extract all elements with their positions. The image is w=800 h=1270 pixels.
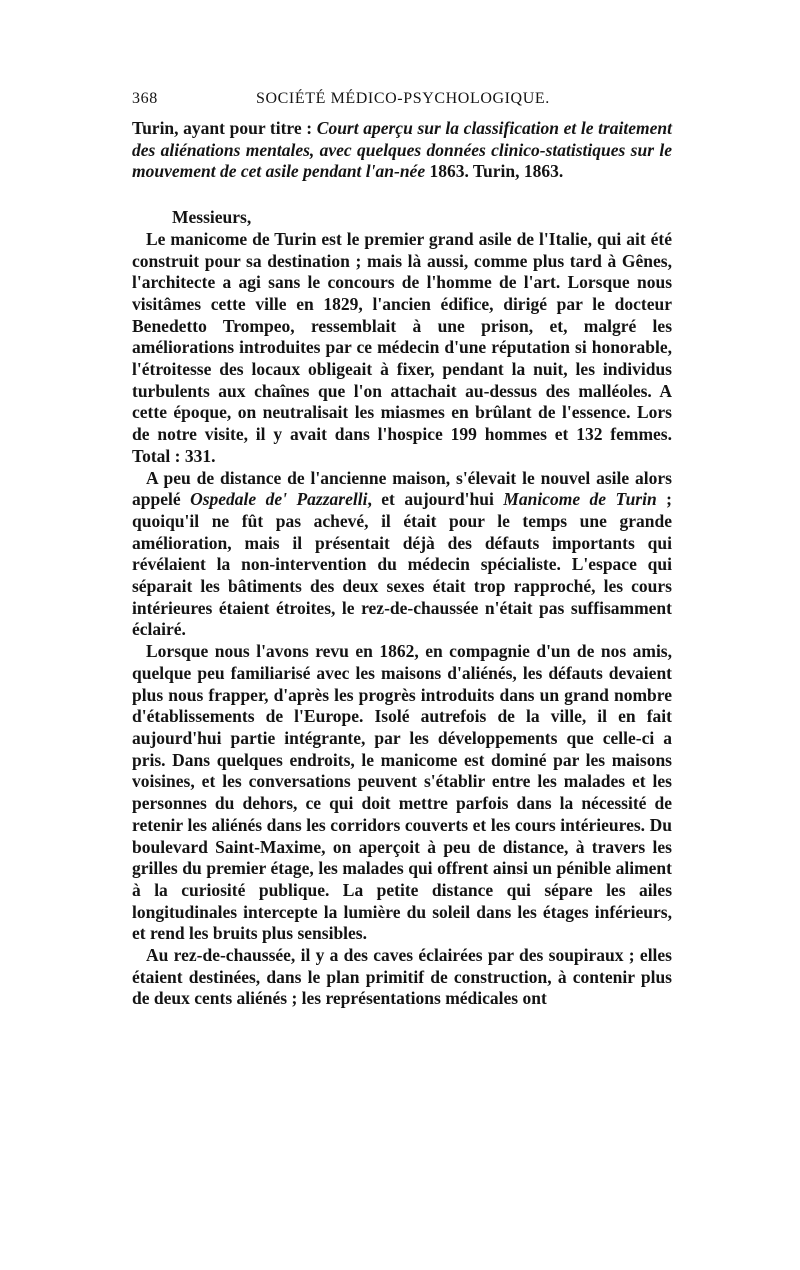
paragraph-2-part-c: , et aujourd'hui (367, 489, 504, 510)
hospital-new-name: Manicome de Turin (503, 489, 657, 510)
paragraph-2 (132, 468, 672, 642)
hospital-old-name: Ospedale de' Pazzarelli (190, 489, 368, 510)
paragraph-1: Le manicome de Turin est le premier grand asile de l'Italie, qui ait été construit pour sa destination ; mais là aussi, comme plus tard à Gênes, l'architecte a agi sans le concours de l'homme de l'art. Lorsque nous visitâmes cette ville en 1829, l'ancien édifice, dirigé par le docteur Benedetto Trompeo, ressemblait à une prison, et, malgré les améliorations introduites par ce médecin d'une réputation si honorable, l'étroitesse des locaux obligeait à fixer, pendant la nuit, les individus turbulents aux chaînes que l'on attachait au-dessus des malléoles. A cette époque, on neutralisait les miasmes en brûlant de l'essence. Lors de notre visite, il y avait dans l'hospice 199 hommes et 132 femmes. Total : 331. (132, 228, 672, 466)
reference-suffix: 1863. Turin, 1863. (425, 161, 564, 182)
paragraph-3: Lorsque nous l'avons revu en 1862, en compagnie d'un de nos amis, quelque peu familiarisé avec les maisons d'aliénés, les défauts devaient plus nous frapper, d'après les progrès introduits dans un grand nombre d'établissements de l'Europe. Isolé autrefois de la ville, il en fait aujourd'hui partie intégrante, par les développements que celle-ci a pris. Dans quelques endroits, le manicome est dominé par les maisons voisines, et les conversations peuvent s'établir entre les malades et les personnes du dehors, ce qui doit mettre parfois dans la nécessité de retenir les aliénés dans les corridors couverts et les cours intérieures. Du boulevard Saint-Maxime, on aperçoit à peu de distance, à travers les grilles du premier étage, les malades qui offrent ainsi un pénible aliment à la curiosité publique. La petite distance qui sépare les ailes longitudinales intercepte la lumière du soleil dans les étages inférieurs, et rend les bruits plus sensibles. (132, 641, 672, 944)
page-number: 368 (132, 90, 158, 107)
reference-title: Court aperçu sur la classification et le traitement des aliénations mentales, avec quelques données clinico-statistiques sur le mouvement de cet asile pendant l'an-née (132, 118, 673, 182)
running-head (132, 88, 672, 118)
salutation: Messieurs, (172, 207, 252, 228)
paragraph-2-part-a: A peu de distance de l'ancienne maison, s'élevait le nouvel asile alors appelé (132, 467, 672, 510)
reference-paragraph (132, 118, 672, 183)
paragraph-4: Au rez-de-chaussée, il y a des caves éclairées par des soupiraux ; elles étaient destinées, dans le plan primitif de construction, à contenir plus de deux cents aliénés ; les représentations médicales ont (132, 945, 672, 1009)
book-page (132, 88, 672, 1010)
paragraph-2-part-e: ; quoiqu'il ne fût pas achevé, il était pour le temps une grande amélioration, mais il présentait déjà des défauts importants qui révélaient la non-intervention du médecin spécialiste. L'espace qui séparait les bâtiments des deux sexes était trop rapproché, les cours intérieures étaient étroites, le rez-de-chaussée n'était pas suffisamment éclairé. (132, 489, 673, 640)
running-title: SOCIÉTÉ MÉDICO-PSYCHOLOGIQUE. (256, 90, 550, 107)
reference-prefix: Turin, ayant pour titre : (132, 118, 317, 138)
